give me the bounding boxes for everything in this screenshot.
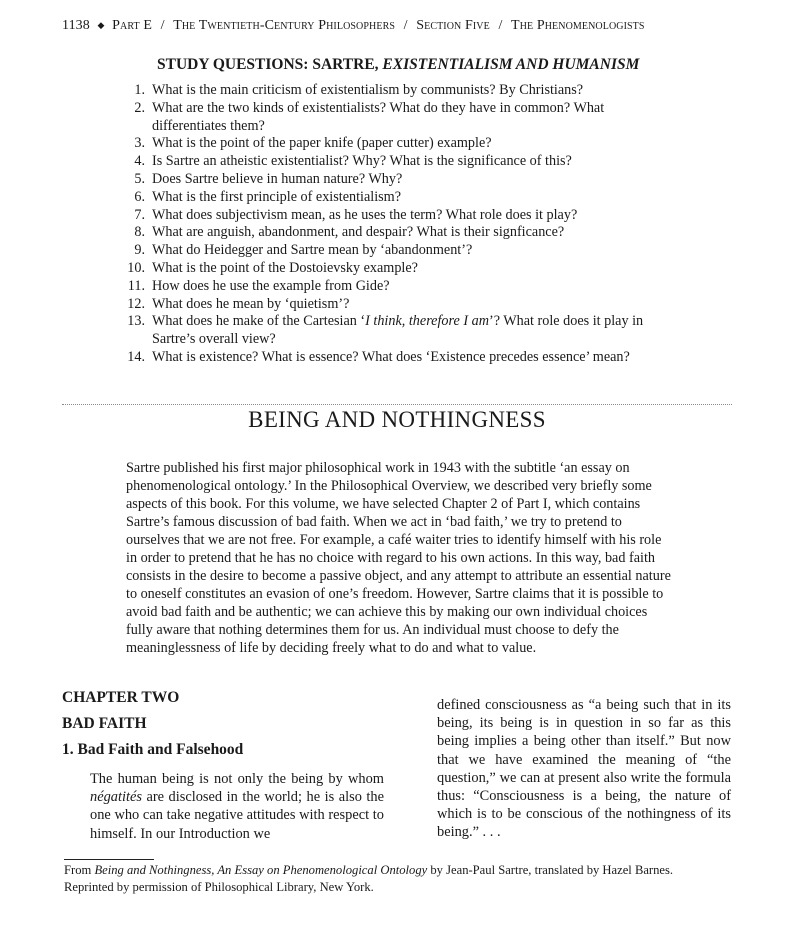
section-divider: [62, 404, 732, 405]
list-item: 8. What are anguish, abandonment, and despair? What is their signficance?: [134, 224, 565, 241]
list-item: 6. What is the first principle of existentialism?: [134, 188, 402, 205]
list-item: 4. Is Sartre an atheistic existentialist? Why? What is the significance of this?: [134, 153, 572, 170]
list-item: 1. What is the main criticism of existentialism by communists? By Christians?: [134, 82, 584, 98]
subsection-heading: 1. Bad Faith and Falsehood: [62, 741, 244, 758]
body-column-left: [90, 770, 384, 843]
list-item: 3. What is the point of the paper knife (paper cutter) example?: [134, 135, 492, 152]
header-section-title: The Phenomenologists: [511, 18, 645, 33]
list-item: 11. How does he use the example from Gide?: [127, 277, 390, 294]
page-number: 1138: [62, 18, 90, 33]
list-item: 7. What does subjectivism mean, as he uses the term? What role does it play?: [134, 206, 578, 223]
study-questions-work-title: EXISTENTIALISM AND HUMANISM: [382, 56, 640, 73]
footnote-rule: [64, 859, 154, 860]
list-item: 2. What are the two kinds of existentialists? What do they have in common? What differentiates them?: [134, 99, 605, 134]
list-item: 12. What does he mean by ‘quietism’?: [127, 295, 350, 312]
header-section: Section Five: [416, 18, 490, 33]
list-item: 13. What does he make of the Cartesian ‘I think, therefore I am’? What role does it play in Sartre’s overall view?: [127, 313, 644, 348]
intro-paragraph: Sartre published his first major philosophical work in 1943 with the subtitle ‘an essay on phenomenological ontology.’ In the Philosophical Overview, we described very briefly some aspects of this book. For this volume, we have selected Chapter 2 of Part I, which contains Sartre’s famous discussion of bad faith. When we act in ‘bad faith,’ we try to pretend to ourselves that we are not free. For example, a café waiter tries to identify himself with his role in order to pretend that he has no choice with regard to his own actions. In this way, bad faith consists in the desire to become a passive object, and any attempt to attribute an essential nature to oneself constitutes an evasion of one’s freedom. However, Sartre claims that it is possible to avoid bad faith and be authentic; we can achieve this by making our own individual choices fully aware that nothing determines them for us. An individual must choose to defy the meaninglessness of life by deciding freely what to do and what to value.: [126, 460, 671, 656]
diamond-icon: ◆: [97, 20, 105, 30]
list-item: 10. What is the point of the Dostoievsky example?: [127, 259, 418, 276]
body-paragraph: The human being is not only the being by whom négatités are disclosed in the world; he is also the one who can take negative attitudes with respect to himself. In our Introduction we: [90, 771, 384, 842]
study-questions-title: STUDY QUESTIONS: SARTRE, EXISTENTIALISM AND HUMANISM: [157, 56, 640, 73]
section-title: BEING AND NOTHINGNESS: [248, 407, 546, 432]
chapter-label: CHAPTER TWO: [62, 689, 180, 706]
study-questions-list: [118, 82, 678, 367]
body-paragraph: defined consciousness as “a being such that in its being, its being is in question in so far as this being implies a being other than itself.” But now that we have examined the meaning of “the question,” we can at present also write the formula thus: “Consciousness is a being, the nature of which is to be conscious of the nothingness of its being.” . . .: [437, 697, 731, 841]
header-part: Part E: [112, 18, 152, 33]
header-part-title: The Twentieth-Century Philosophers: [173, 18, 396, 33]
list-item: 5. Does Sartre believe in human nature? Why?: [134, 170, 403, 187]
running-header: [62, 18, 645, 34]
section-intro: [126, 460, 671, 657]
header-separator: /: [160, 18, 165, 33]
header-separator: /: [498, 18, 503, 33]
list-item: 14. What is existence? What is essence? What does ‘Existence precedes essence’ mean?: [127, 348, 630, 365]
chapter-title: BAD FAITH: [62, 715, 147, 732]
list-item: 9. What do Heidegger and Sartre mean by ‘abandonment’?: [134, 242, 473, 259]
header-separator: /: [403, 18, 408, 33]
footnote-work-title: Being and Nothingness, An Essay on Phenomenological Ontology: [94, 863, 428, 877]
body-column-right: [437, 696, 731, 842]
source-footnote: From Being and Nothingness, An Essay on Phenomenological Ontology by Jean-Paul Sartre, translated by Hazel Barnes. Reprinted by permission of Philosophical Library, New York.: [64, 863, 674, 894]
